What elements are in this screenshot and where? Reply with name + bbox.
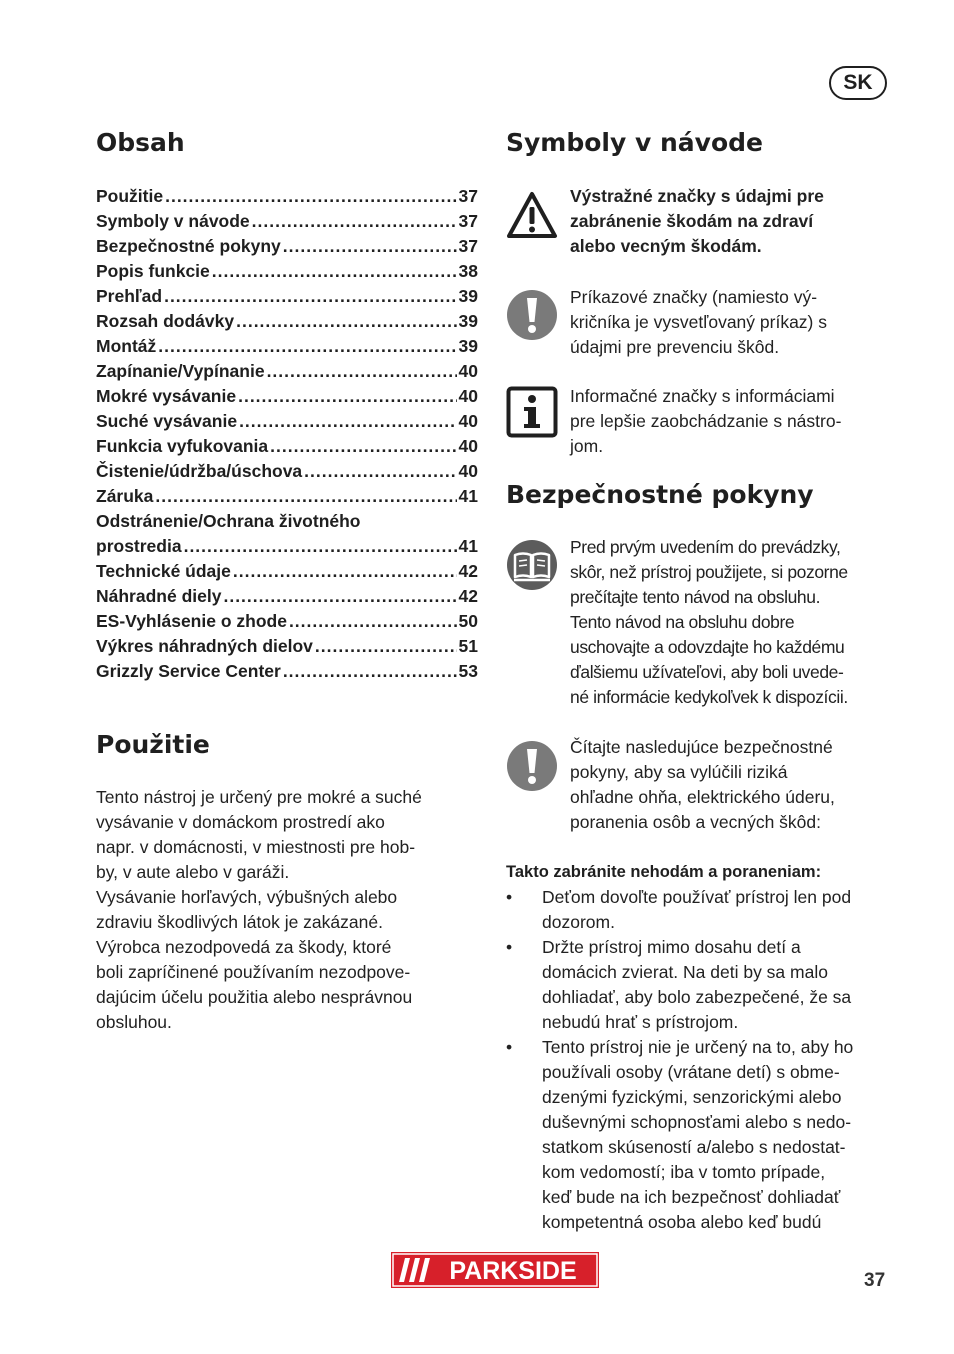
text-line: dzenými fyzickými, senzorickými alebo bbox=[542, 1087, 842, 1107]
safety-note-read-text bbox=[570, 735, 894, 835]
usage-section bbox=[96, 730, 478, 760]
toc-entry-page: 40 bbox=[458, 361, 478, 381]
text-line: Príkazové značky (namiesto vý- bbox=[570, 287, 818, 307]
safety-bullet bbox=[506, 935, 892, 1035]
toc-dot-leader bbox=[184, 534, 457, 559]
text-line: vysávanie v domáckom prostredí ako bbox=[96, 812, 385, 832]
text-line: uschovajte a odovzdajte ho každému bbox=[570, 637, 845, 657]
text-line: kompetentná osoba alebo keď budú bbox=[542, 1212, 822, 1232]
toc-entry-title: prostredia bbox=[96, 536, 182, 556]
toc-entry-page: 38 bbox=[458, 261, 478, 281]
toc-entry-page: 37 bbox=[458, 186, 478, 206]
toc-dot-leader bbox=[238, 384, 456, 409]
symbol-mandatory-text bbox=[570, 285, 894, 360]
accident-prevention bbox=[506, 860, 892, 1235]
toc-entry-title: Symboly v návode bbox=[96, 211, 250, 231]
symbols-heading: Symboly v návode bbox=[506, 128, 763, 157]
text-line: Deťom dovoľte používať prístroj len pod bbox=[542, 887, 852, 907]
toc-entry-title: Grizzly Service Center bbox=[96, 661, 281, 681]
safety-notes bbox=[506, 535, 892, 835]
warning-triangle-icon bbox=[506, 190, 558, 242]
toc-entry-title: Použitie bbox=[96, 186, 164, 206]
book-icon bbox=[506, 539, 558, 591]
toc-entry-page: 37 bbox=[458, 211, 478, 231]
toc-entry[interactable] bbox=[96, 634, 478, 659]
text-line: Pred prvým uvedením do prevádzky, bbox=[570, 537, 841, 557]
toc-entry-title: Bezpečnostné pokyny bbox=[96, 236, 281, 256]
toc-dot-leader bbox=[164, 284, 456, 309]
page-number: 37 bbox=[864, 1270, 886, 1291]
toc-dot-leader bbox=[267, 359, 457, 384]
exclamation-circle-icon bbox=[506, 740, 558, 792]
toc-entry[interactable] bbox=[96, 509, 478, 534]
toc-entry-title: Montáž bbox=[96, 336, 157, 356]
toc-entry[interactable] bbox=[96, 259, 478, 284]
toc-entry-page: 39 bbox=[458, 286, 478, 306]
toc-entry[interactable] bbox=[96, 209, 478, 234]
toc-entry-title: Odstránenie/Ochrana životného bbox=[96, 511, 361, 531]
toc-entry[interactable] bbox=[96, 609, 478, 634]
text-line: ohľadne ohňa, elektrického úderu, bbox=[570, 787, 835, 807]
text-line: prečítajte tento návod na obsluhu. bbox=[570, 587, 821, 607]
toc-dot-leader bbox=[233, 559, 457, 584]
text-line: duševnými schopnosťami alebo s nedo- bbox=[542, 1112, 852, 1132]
text-line: Výstražné značky s údajmi pre bbox=[570, 186, 824, 206]
toc-entry[interactable] bbox=[96, 409, 478, 434]
toc-entry-page: 40 bbox=[458, 411, 478, 431]
svg-text:PARKSIDE: PARKSIDE bbox=[449, 1257, 577, 1285]
toc-entry[interactable] bbox=[96, 334, 478, 359]
toc-entry-page: 40 bbox=[458, 436, 478, 456]
usage-heading: Použitie bbox=[96, 730, 210, 759]
toc-entry-title: Záruka bbox=[96, 486, 154, 506]
symbol-info-text bbox=[570, 384, 894, 459]
toc-entry[interactable] bbox=[96, 309, 478, 334]
text-line: poranenia osôb a vecných škôd: bbox=[570, 812, 821, 832]
toc-dot-leader bbox=[270, 434, 456, 459]
bullet-marker: • bbox=[506, 937, 513, 957]
toc-entry-page: 41 bbox=[458, 536, 478, 556]
toc-entry-title: Výkres náhradných dielov bbox=[96, 636, 313, 656]
toc-entry-page: 39 bbox=[458, 311, 478, 331]
text-line: Čítajte nasledujúce bezpečnostné bbox=[570, 737, 833, 757]
toc-dot-leader bbox=[283, 659, 457, 684]
toc-entry-title: Prehľad bbox=[96, 286, 163, 306]
toc-dot-leader bbox=[239, 409, 456, 434]
symbols-list bbox=[506, 184, 892, 474]
toc-entry[interactable] bbox=[96, 384, 478, 409]
toc-entry-page: 40 bbox=[458, 386, 478, 406]
toc-entry[interactable] bbox=[96, 559, 478, 584]
toc-entry-title: Popis funkcie bbox=[96, 261, 210, 281]
toc-dot-leader bbox=[283, 234, 457, 259]
toc-entry-page: 41 bbox=[458, 486, 478, 506]
bullet-marker: • bbox=[506, 887, 513, 907]
symbol-warning-text bbox=[570, 184, 894, 259]
safety-bullet bbox=[506, 1035, 892, 1235]
toc-entry[interactable] bbox=[96, 459, 478, 484]
text-line: dohliadať, aby bolo zabezpečené, že sa bbox=[542, 987, 852, 1007]
usage-paragraph bbox=[96, 785, 478, 1035]
text-line: Držte prístroj mimo dosahu detí a bbox=[542, 937, 801, 957]
toc-dot-leader bbox=[289, 609, 457, 634]
toc-entry-page: 42 bbox=[458, 561, 478, 581]
toc-entry-title: Zapínanie/Vypínanie bbox=[96, 361, 265, 381]
bullet-marker: • bbox=[506, 1037, 513, 1057]
toc-entry-title: Rozsah dodávky bbox=[96, 311, 235, 331]
toc-entry-title: Technické údaje bbox=[96, 561, 231, 581]
text-line: Tento nástroj je určený pre mokré a suché bbox=[96, 787, 422, 807]
toc-entry-title: Náhradné diely bbox=[96, 586, 222, 606]
text-line: jom. bbox=[570, 436, 604, 456]
text-line: alebo vecným škodám. bbox=[570, 236, 762, 256]
toc-entry-title: Čistenie/údržba/úschova bbox=[96, 461, 303, 481]
text-line: kričníka je vysvetľovaný príkaz) s bbox=[570, 312, 827, 332]
toc-entry[interactable] bbox=[96, 659, 478, 684]
exclamation-circle-icon bbox=[506, 289, 558, 341]
text-line: nebudú hrať s prístrojom. bbox=[542, 1012, 739, 1032]
safety-note-manual-text bbox=[570, 535, 894, 710]
text-line: statkom skúseností a/alebo s nedostat- bbox=[542, 1137, 846, 1157]
text-line: Tento návod na obsluhu dobre bbox=[570, 612, 795, 632]
symbols-section bbox=[506, 128, 892, 158]
toc-entry[interactable] bbox=[96, 184, 478, 209]
toc-entry[interactable] bbox=[96, 284, 478, 309]
text-line: Výrobca nezodpovedá za škody, ktoré bbox=[96, 937, 392, 957]
text-line: Informačné značky s informáciami bbox=[570, 386, 835, 406]
toc-entry[interactable] bbox=[96, 484, 478, 509]
language-badge: SK bbox=[829, 66, 887, 100]
toc-section bbox=[96, 128, 478, 158]
text-line: boli zapríčinené používaním nezodpove- bbox=[96, 962, 411, 982]
text-line: zabránenie škodám na zdraví bbox=[570, 211, 814, 231]
accident-subheading: Takto zabránite nehodám a poraneniam: bbox=[506, 863, 822, 881]
text-line: kom vedomostí; iba v tomto prípade, bbox=[542, 1162, 826, 1182]
toc-dot-leader bbox=[158, 334, 456, 359]
toc-entry-title: Funkcia vyfukovania bbox=[96, 436, 269, 456]
text-line: domácich zvierat. Na deti by sa malo bbox=[542, 962, 828, 982]
toc-entry-page: 50 bbox=[458, 611, 478, 631]
toc-dot-leader bbox=[223, 584, 456, 609]
toc-dot-leader bbox=[304, 459, 456, 484]
toc-entry-title: ES-Vyhlásenie o zhode bbox=[96, 611, 287, 631]
text-line: pre lepšie zaobchádzanie s nástro- bbox=[570, 411, 842, 431]
text-line: Tento prístroj nie je určený na to, aby ho bbox=[542, 1037, 854, 1057]
safety-heading: Bezpečnostné pokyny bbox=[506, 480, 814, 509]
text-line: používali osoby (vrátane detí) s obme- bbox=[542, 1062, 840, 1082]
text-line: pokyny, aby sa vylúčili riziká bbox=[570, 762, 788, 782]
text-line: údajmi pre prevenciu škôd. bbox=[570, 337, 780, 357]
toc-entry[interactable] bbox=[96, 434, 478, 459]
text-line: skôr, než prístroj použijete, si pozorne bbox=[570, 562, 848, 582]
toc-entry-page: 53 bbox=[458, 661, 478, 681]
safety-section bbox=[506, 480, 892, 510]
toc-dot-leader bbox=[212, 259, 457, 284]
text-line: keď bude na ich bezpečnosť dohliadať bbox=[542, 1187, 841, 1207]
safety-bullet bbox=[506, 885, 892, 935]
text-line: napr. v domácnosti, v miestnosti pre hob- bbox=[96, 837, 416, 857]
toc-dot-leader bbox=[315, 634, 457, 659]
parkside-logo bbox=[391, 1252, 599, 1288]
text-line: ďalšiemu užívateľovi, aby boli uvede- bbox=[570, 662, 844, 682]
text-line: Vysávanie horľavých, výbušných alebo bbox=[96, 887, 398, 907]
toc-entry-title: Mokré vysávanie bbox=[96, 386, 237, 406]
toc-entry-title: Suché vysávanie bbox=[96, 411, 238, 431]
text-line: obsluhou. bbox=[96, 1012, 172, 1032]
toc-entry-page: 39 bbox=[458, 336, 478, 356]
toc-entry-page: 51 bbox=[458, 636, 478, 656]
toc-heading: Obsah bbox=[96, 128, 185, 157]
text-line: né informácie kedykoľvek k dispozícii. bbox=[570, 687, 848, 707]
toc-list bbox=[96, 184, 478, 684]
text-line: by, v aute alebo v garáži. bbox=[96, 862, 290, 882]
toc-dot-leader bbox=[252, 209, 457, 234]
text-line: dajúcim účelu použitia alebo nesprávnou bbox=[96, 987, 413, 1007]
toc-entry[interactable] bbox=[96, 534, 478, 559]
toc-entry-page: 42 bbox=[458, 586, 478, 606]
toc-dot-leader bbox=[236, 309, 456, 334]
safety-bullet-list bbox=[506, 885, 892, 1235]
text-line: zdraviu škodlivých látok je zakázané. bbox=[96, 912, 383, 932]
toc-dot-leader bbox=[155, 484, 456, 509]
toc-entry[interactable] bbox=[96, 234, 478, 259]
toc-entry-page: 40 bbox=[458, 461, 478, 481]
info-square-icon bbox=[506, 386, 558, 438]
toc-entry[interactable] bbox=[96, 359, 478, 384]
toc-entry[interactable] bbox=[96, 584, 478, 609]
toc-dot-leader bbox=[165, 184, 456, 209]
toc-entry-page: 37 bbox=[458, 236, 478, 256]
text-line: dozorom. bbox=[542, 912, 615, 932]
